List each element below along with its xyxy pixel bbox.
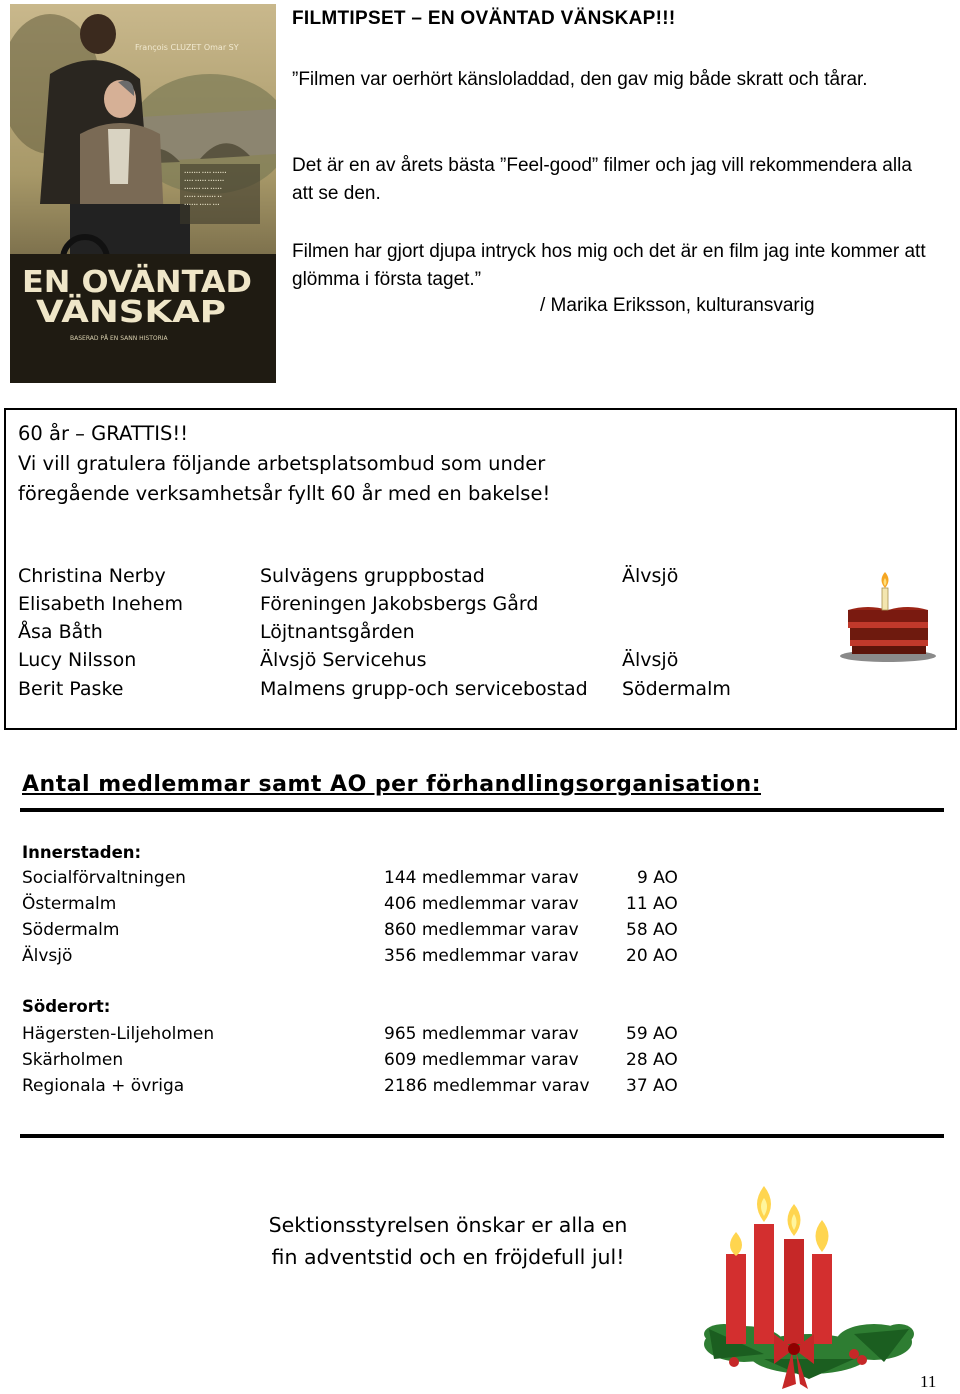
member-name: Elisabeth Inehem (18, 593, 183, 615)
stats-members: 2186 medlemmar varav (384, 1076, 590, 1096)
poster-title-line1: EN OVÄNTAD (22, 265, 239, 300)
gratulation-heading: 60 år – GRATTIS!! (18, 422, 189, 445)
member-workplace: Sulvägens gruppbostad (260, 565, 485, 587)
stats-ao: 9 AO (637, 868, 678, 888)
member-workplace: Föreningen Jakobsbergs Gård (260, 593, 539, 615)
cake-illustration (838, 570, 938, 665)
greeting-line-1: Sektionsstyrelsen önskar er alla en (268, 1213, 628, 1237)
stats-org: Hägersten-Liljeholmen (22, 1024, 215, 1044)
member-area: Älvsjö (622, 649, 679, 671)
svg-text:•••••• ••••• •••: •••••• ••••• ••• (184, 202, 220, 207)
member-name: Lucy Nilsson (18, 649, 137, 671)
member-name: Åsa Båth (18, 621, 103, 643)
member-name: Berit Paske (18, 678, 124, 700)
member-workplace: Malmens grupp-och servicebostad (260, 678, 588, 700)
film-paragraph-2: Det är en av årets bästa ”Feel-good” filmer och jag vill rekommendera alla att se den. (292, 155, 912, 204)
svg-text:•••• ••••• •••••••: •••• ••••• ••••••• (184, 178, 225, 183)
stats-org: Älvsjö (22, 946, 73, 966)
stats-org: Södermalm (22, 920, 120, 940)
stats-members: 144 medlemmar varav (384, 868, 579, 888)
svg-text:••••••• •••• ••••••: ••••••• •••• •••••• (184, 170, 227, 175)
member-area: Södermalm (622, 678, 731, 700)
svg-text:••••••• ••• •••••: ••••••• ••• ••••• (184, 186, 222, 191)
stats-members: 965 medlemmar varav (384, 1024, 579, 1044)
page-number: 11 (920, 1372, 937, 1391)
stats-org: Socialförvaltningen (22, 868, 186, 888)
poster-actors: François CLUZET Omar SY (135, 43, 239, 52)
film-poster (10, 4, 276, 383)
stats-org: Östermalm (22, 894, 117, 914)
stats-ao: 37 AO (626, 1076, 678, 1096)
stats-org: Regionala + övriga (22, 1076, 185, 1096)
poster-tagline: BASERAD PÅ EN SANN HISTORIA (70, 335, 168, 342)
stats-heading: Antal medlemmar samt AO per förhandlingsorganisation: (22, 772, 761, 797)
stats-ao: 20 AO (626, 946, 678, 966)
film-heading: FILMTIPSET – EN OVÄNTAD VÄNSKAP!!! (292, 8, 676, 29)
film-signature: / Marika Eriksson, kulturansvarig (540, 295, 815, 316)
group-title-soderort: Söderort: (22, 997, 111, 1016)
stats-members: 860 medlemmar varav (384, 920, 579, 940)
group-title-innerstaden: Innerstaden: (22, 843, 142, 862)
member-workplace: Älvsjö Servicehus (260, 649, 427, 671)
svg-text:••••• •••••••• ••: ••••• •••••••• •• (184, 194, 222, 199)
section-divider-bottom (20, 1134, 944, 1138)
stats-org: Skärholmen (22, 1050, 124, 1070)
stats-ao: 59 AO (626, 1024, 678, 1044)
member-workplace: Löjtnantsgården (260, 621, 415, 643)
stats-ao: 58 AO (626, 920, 678, 940)
member-area: Älvsjö (622, 565, 679, 587)
gratulation-text-line-1: Vi vill gratulera följande arbetsplatsombud som under (18, 452, 546, 475)
advent-candles-illustration (704, 1184, 914, 1394)
section-divider-top (20, 808, 944, 812)
film-paragraph-3: Filmen har gjort djupa intryck hos mig och det är en film jag inte kommer att glömma i första taget.” (292, 241, 926, 290)
stats-members: 406 medlemmar varav (384, 894, 579, 914)
stats-ao: 28 AO (626, 1050, 678, 1070)
member-name: Christina Nerby (18, 565, 166, 587)
gratulation-text-line-2: föregående verksamhetsår fyllt 60 år med en bakelse! (18, 482, 551, 505)
stats-members: 356 medlemmar varav (384, 946, 579, 966)
film-paragraph-1: ”Filmen var oerhört känsloladdad, den gav mig både skratt och tårar. (292, 69, 868, 90)
stats-ao: 11 AO (626, 894, 678, 914)
poster-title-line2: VÄNSKAP (36, 295, 196, 330)
greeting-line-2: fin adventstid och en fröjdefull jul! (271, 1245, 625, 1269)
stats-members: 609 medlemmar varav (384, 1050, 579, 1070)
